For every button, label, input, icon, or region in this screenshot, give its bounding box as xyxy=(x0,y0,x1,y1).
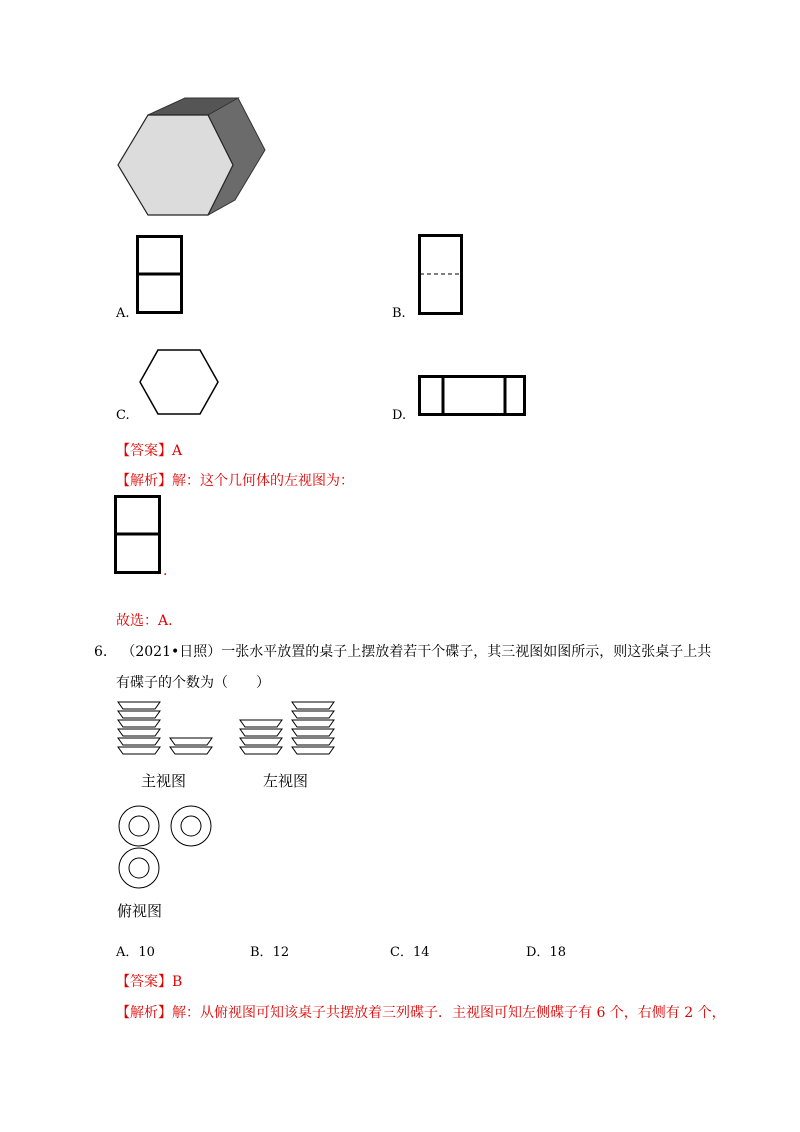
analysis-period: . xyxy=(163,563,168,579)
top-view-figure xyxy=(112,800,222,895)
left-view-figure xyxy=(240,700,340,765)
prev-answer: 【答案】A xyxy=(116,443,183,459)
option-a-figure xyxy=(136,235,184,315)
question6-line2: 有碟子的个数为（ ） xyxy=(116,675,270,691)
option-b-letter: B. xyxy=(392,306,406,321)
choice-d-letter: D． xyxy=(526,945,550,960)
choice-b-letter: B． xyxy=(250,945,273,960)
choice-a xyxy=(116,941,155,960)
choice-b xyxy=(250,941,289,960)
prev-conclusion: 故选：A. xyxy=(116,613,173,629)
front-view-figure xyxy=(118,700,218,765)
choice-a-letter: A． xyxy=(116,945,139,960)
question6-line1: 6. （2021•日照）一张水平放置的桌子上摆放着若干个碟子，其三视图如图所示，则这张桌子上共 xyxy=(94,644,712,660)
front-view-label: 主视图 xyxy=(141,772,187,790)
left-view-label: 左视图 xyxy=(263,772,309,790)
choice-c-letter: C． xyxy=(390,945,413,960)
choice-d xyxy=(526,941,566,960)
question6-analysis: 【解析】解：从俯视图可知该桌子共摆放着三列碟子．主视图可知左侧碟子有 6 个，右侧有 2 个， xyxy=(116,1005,726,1021)
option-b-figure xyxy=(418,234,464,316)
prism-front-face xyxy=(118,115,233,215)
option-c-figure xyxy=(138,348,220,416)
choice-b-value: 12 xyxy=(272,945,290,960)
option-d-letter: D. xyxy=(392,408,407,423)
option-a-letter: A. xyxy=(116,306,130,321)
question6-answer: 【答案】B xyxy=(116,974,183,990)
option-c-letter: C. xyxy=(116,408,130,423)
choice-a-value: 10 xyxy=(138,945,155,960)
choice-d-value: 18 xyxy=(549,945,566,960)
analysis-left-view-figure xyxy=(114,495,164,577)
top-view-label: 俯视图 xyxy=(117,902,163,920)
prev-analysis: 【解析】解：这个几何体的左视图为： xyxy=(116,473,354,489)
option-d-figure xyxy=(418,375,528,417)
choice-c xyxy=(390,941,430,960)
choice-c-value: 14 xyxy=(412,945,430,960)
